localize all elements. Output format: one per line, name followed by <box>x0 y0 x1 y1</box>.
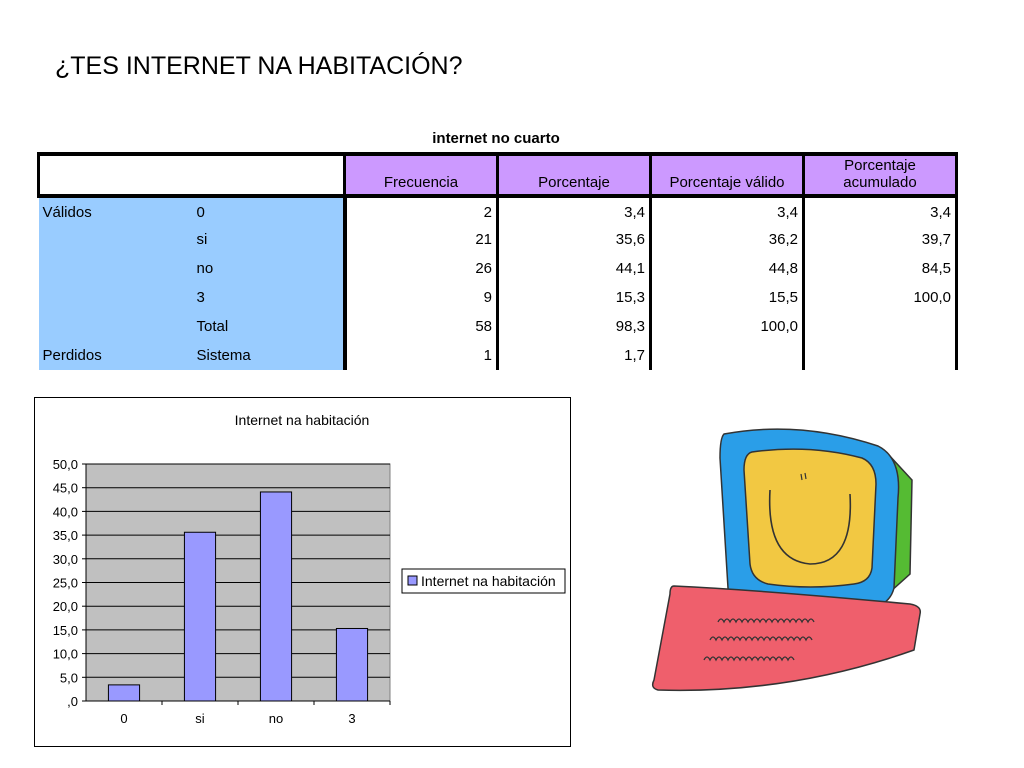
row-group-label <box>39 283 193 312</box>
bar-no <box>260 492 291 701</box>
cell-frecuencia: 9 <box>345 283 498 312</box>
cell-porcentaje: 1,7 <box>498 341 651 370</box>
computer-clipart <box>640 418 928 700</box>
header-porcentaje-acumulado: Porcentaje acumulado <box>804 154 957 196</box>
cell-porcentaje-valido: 36,2 <box>651 225 804 254</box>
y-tick-label: 15,0 <box>52 622 78 638</box>
cell-porcentaje-acumulado: 100,0 <box>804 283 957 312</box>
y-tick-label: 40,0 <box>52 504 78 520</box>
cell-frecuencia: 1 <box>345 341 498 370</box>
cell-frecuencia: 2 <box>345 196 498 225</box>
table-row <box>39 283 957 312</box>
row-label: 0 <box>193 196 345 225</box>
bar-3 <box>336 628 367 701</box>
table-row <box>39 196 957 225</box>
table-header-row <box>39 154 957 196</box>
chart-frame <box>34 397 571 747</box>
x-tick-label: no <box>268 711 284 726</box>
cell-porcentaje-valido <box>651 341 804 370</box>
row-group-label: Perdidos <box>39 341 193 370</box>
frequency-table <box>37 152 958 370</box>
row-group-label <box>39 225 193 254</box>
cell-porcentaje-valido: 100,0 <box>651 312 804 341</box>
legend-label: Internet na habitación <box>421 573 556 589</box>
header-porcentaje-valido: Porcentaje válido <box>651 154 804 196</box>
monitor-screen <box>744 449 876 587</box>
cell-porcentaje-acumulado <box>804 312 957 341</box>
cell-frecuencia: 58 <box>345 312 498 341</box>
table-row <box>39 225 957 254</box>
bar-chart <box>35 398 570 746</box>
computer-drawing <box>653 429 921 690</box>
cell-frecuencia: 21 <box>345 225 498 254</box>
row-group-label <box>39 254 193 283</box>
row-group-label <box>39 312 193 341</box>
y-tick-label: ,0 <box>67 694 78 709</box>
bar-0 <box>108 685 139 701</box>
row-label: no <box>193 254 345 283</box>
y-axis-ticks <box>53 457 86 709</box>
table-row <box>39 312 957 341</box>
row-label: Total <box>193 312 345 341</box>
row-label: 3 <box>193 283 345 312</box>
x-tick-label: 0 <box>120 711 128 726</box>
y-tick-label: 10,0 <box>52 646 78 662</box>
slide-title: ¿TES INTERNET NA HABITACIÓN? <box>55 52 463 80</box>
cell-porcentaje-valido: 3,4 <box>651 196 804 225</box>
cell-porcentaje-acumulado: 84,5 <box>804 254 957 283</box>
y-tick-label: 45,0 <box>52 480 78 496</box>
y-tick-label: 50,0 <box>52 457 78 472</box>
cell-porcentaje-acumulado: 39,7 <box>804 225 957 254</box>
x-axis-ticks <box>120 701 390 726</box>
y-tick-label: 25,0 <box>52 575 78 591</box>
cell-porcentaje-acumulado: 3,4 <box>804 196 957 225</box>
cell-porcentaje-valido: 44,8 <box>651 254 804 283</box>
bar-si <box>184 532 215 701</box>
cell-porcentaje: 3,4 <box>498 196 651 225</box>
legend <box>402 569 565 593</box>
table-caption: internet no cuarto <box>432 130 560 147</box>
cell-porcentaje: 44,1 <box>498 254 651 283</box>
cell-porcentaje: 98,3 <box>498 312 651 341</box>
y-tick-label: 35,0 <box>52 528 78 544</box>
legend-swatch <box>408 576 417 585</box>
chart-title: Internet na habitación <box>234 412 370 428</box>
header-porcentaje: Porcentaje <box>498 154 651 196</box>
row-label: si <box>193 225 345 254</box>
header-frecuencia: Frecuencia <box>345 154 498 196</box>
cell-frecuencia: 26 <box>345 254 498 283</box>
cell-porcentaje: 15,3 <box>498 283 651 312</box>
y-tick-label: 30,0 <box>52 551 78 567</box>
x-tick-label: si <box>195 711 205 726</box>
x-tick-label: 3 <box>348 711 356 726</box>
cell-porcentaje-acumulado <box>804 341 957 370</box>
cell-porcentaje: 35,6 <box>498 225 651 254</box>
table-row <box>39 341 957 370</box>
table-row <box>39 254 957 283</box>
row-label: Sistema <box>193 341 345 370</box>
cell-porcentaje-valido: 15,5 <box>651 283 804 312</box>
y-tick-label: 5,0 <box>59 670 78 686</box>
y-tick-label: 20,0 <box>52 599 78 615</box>
row-group-label: Válidos <box>39 196 193 225</box>
header-blank-cell <box>39 154 345 196</box>
